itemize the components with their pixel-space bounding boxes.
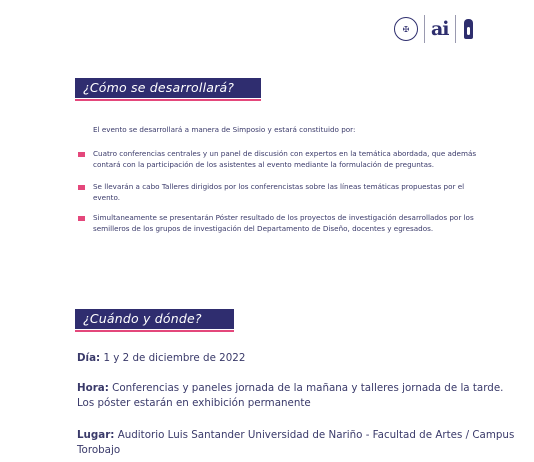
section-title-cuando: ¿Cuándo y dónde? [75, 309, 234, 329]
design-d-icon [464, 19, 473, 39]
info-lugar [77, 428, 517, 458]
accreditation-logo [431, 20, 449, 38]
lugar-label: Lugar: [77, 429, 115, 441]
lugar-value: Auditorio Luis Santander Universidad de Nariño - Facultad de Artes / Campus Torobajo [77, 429, 515, 456]
hora-value: Conferencias y paneles jornada de la mañana y talleres jornada de la tarde. Los póster estarán en exhibición permanente [77, 382, 504, 409]
dia-label: Día: [77, 352, 101, 364]
bullet-list [78, 148, 478, 245]
list-item: Simultaneamente se presentarán Póster resultado de los proyectos de investigación desarrollados por los semilleros de los grupos de investigación del Departamento de Diseño, docentes y egresados. [78, 212, 478, 234]
accreditation-mark: ai [431, 18, 449, 40]
section-title-como: ¿Cómo se desarrollará? [75, 78, 261, 98]
list-item: Se llevarán a cabo Talleres dirigidos por los conferencistas sobre las líneas temáticas propuestas por el evento. [78, 181, 478, 203]
info-hora [77, 381, 517, 411]
institution-logos [394, 12, 473, 46]
list-item: Cuatro conferencias centrales y un panel de discusión con expertos en la temática abordada, que además contará con la participación de los asistentes al evento mediante la formulación de preguntas. [78, 148, 478, 170]
info-dia [77, 351, 517, 366]
hora-label: Hora: [77, 382, 109, 394]
design-department-logo [464, 19, 473, 39]
university-seal-icon: ✠ [394, 17, 418, 41]
dia-value: 1 y 2 de diciembre de 2022 [103, 352, 246, 364]
section-intro: El evento se desarrollará a manera de Simposio y estará constituido por: [93, 125, 356, 134]
logo-divider [455, 15, 456, 43]
university-logo [394, 17, 418, 41]
logo-divider [424, 15, 425, 43]
